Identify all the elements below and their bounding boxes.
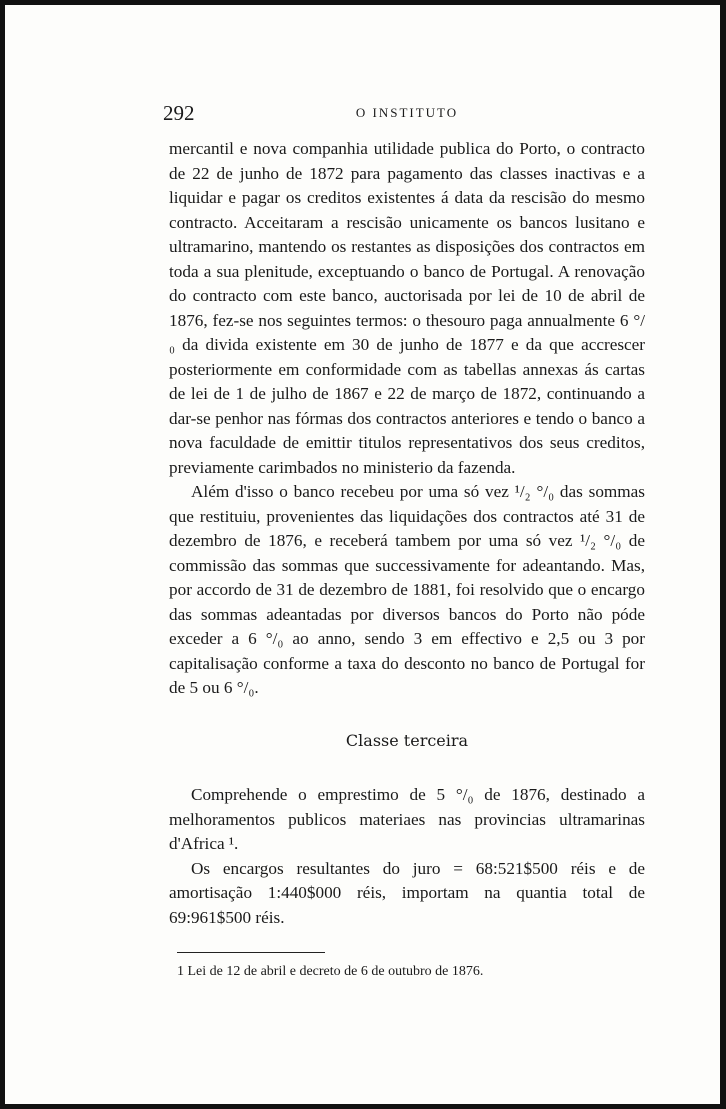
footnote: [169, 963, 645, 981]
footnote-marker: 1: [177, 964, 184, 979]
footnote-text: Lei de 12 de abril e decreto de 6 de outubro de 1876.: [187, 964, 484, 979]
body-text: [169, 137, 645, 930]
page-number: 292: [163, 101, 195, 125]
section-heading: Classe terceira: [345, 730, 469, 750]
paragraph-2: Além d'isso o banco recebeu por uma só vez ¹/₂ °/₀ das sommas que restituiu, provenientes das liquidações dos contractos até 31 de dezembro de 1876, e receberá tambem por uma só vez ¹/₂ °/₀ de commissão das sommas que successivamente for adeantando. Mas, por accordo de 31 de dezembro de 1881, foi resolvido que o encargo das sommas adeantadas por diversos bancos do Porto não póde exceder a 6 °/₀ ao anno, sendo 3 em effectivo e 2,5 ou 3 por capitalisação conforme a taxa do desconto no banco de Portugal for de 5 ou 6 °/₀.: [169, 482, 645, 697]
section-paragraph-1: Comprehende o emprestimo de 5 °/₀ de 1876, destinado a melhoramentos publicos materiaes nas provincias ultramarinas d'Africa ¹.: [169, 785, 645, 853]
running-head: [163, 97, 645, 125]
journal-title: O INSTITUTO: [355, 105, 459, 120]
footnote-rule: [177, 952, 325, 953]
book-page: [163, 97, 645, 981]
paragraph-1: mercantil e nova companhia utilidade publica do Porto, o contracto de 22 de junho de 1872 para pagamento das classes inactivas e a liquidar e pagar os creditos existentes á data da rescisão do mesmo contracto. Acceitaram a rescisão unicamente os bancos lusitano e ultramarino, mantendo os restantes as disposições dos contractos em toda a sua plenitude, exceptuando o banco de Portugal. A renovação do contracto com este banco, auctorisada por lei de 10 de abril de 1876, fez-se nos seguintes termos: o thesouro paga annualmente 6 °/₀ da divida existente em 30 de junho de 1877 e da que accrescer posteriormente em conformidade com as tabellas annexas ás cartas de lei de 1 de julho de 1867 e 22 de março de 1872, continuando a dar-se penhor nas fórmas dos contractos anteriores e tendo o banco a nova faculdade de emittir titulos representativos dos seus creditos, previamente carimbados no ministerio da fazenda.: [169, 139, 645, 477]
section-paragraph-2: Os encargos resultantes do juro = 68:521$500 réis e de amortisação 1:440$000 réis, importam na quantia total de 69:961$500 réis.: [169, 858, 645, 927]
